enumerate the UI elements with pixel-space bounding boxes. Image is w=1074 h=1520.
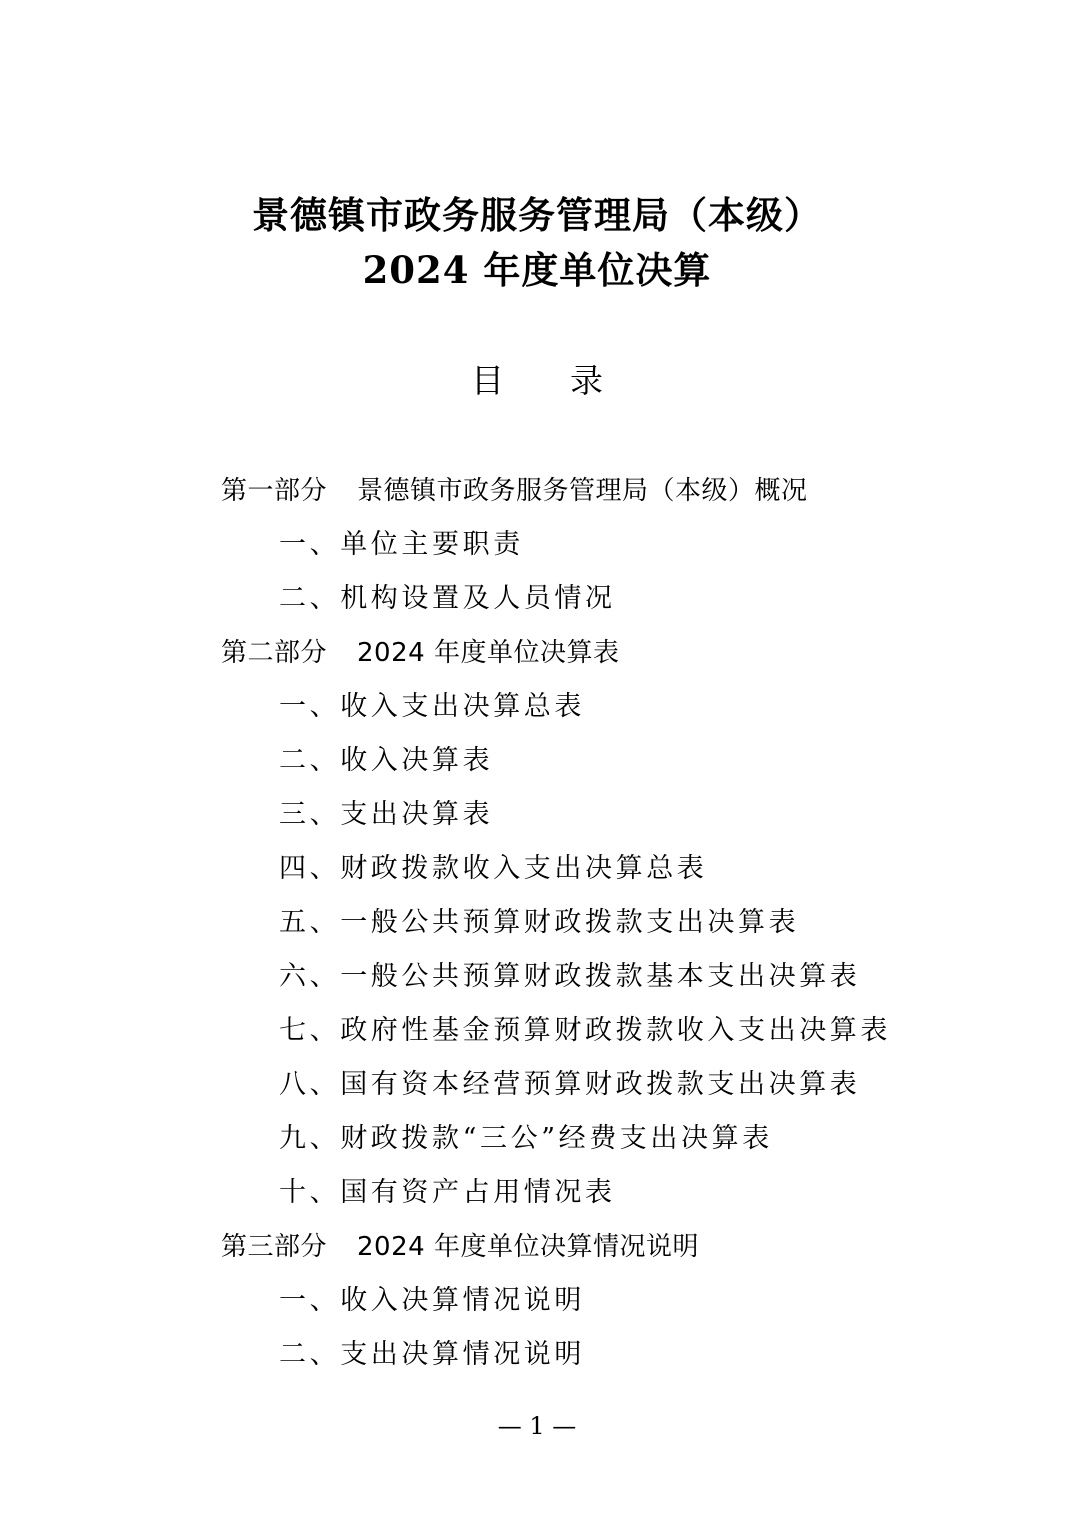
toc-item: 一、单位主要职责: [279, 529, 524, 560]
toc-part-1-title: 景德镇市政务服务管理局（本级）概况: [357, 476, 808, 506]
toc-part-3-label: 第三部分: [221, 1232, 328, 1262]
toc-part-2-label: 第二部分: [221, 638, 328, 668]
toc-heading: [0, 358, 1074, 404]
toc-item: 四、财政拨款收入支出决算总表: [279, 853, 708, 884]
toc-heading-char-2: 录: [570, 361, 603, 400]
toc-item: 九、财政拨款“三公”经费支出决算表: [279, 1123, 773, 1154]
toc-part-3: [221, 1228, 699, 1266]
toc-part-1: [221, 472, 808, 510]
document-title-line-2: 2024 年度单位决算: [362, 248, 712, 292]
toc-item: 二、机构设置及人员情况: [279, 583, 616, 614]
toc-item: 一、收入支出决算总表: [279, 691, 585, 722]
toc-item: 七、政府性基金预算财政拨款收入支出决算表: [279, 1015, 891, 1046]
toc-heading-char-1: 目: [471, 361, 504, 400]
toc-part-2-title: 2024 年度单位决算表: [357, 638, 620, 668]
toc-item: 六、一般公共预算财政拨款基本支出决算表: [279, 961, 861, 992]
toc-part-3-title: 2024 年度单位决算情况说明: [357, 1232, 699, 1262]
toc-item: 五、一般公共预算财政拨款支出决算表: [279, 907, 800, 938]
toc-item: 十、国有资产占用情况表: [279, 1177, 616, 1208]
toc-item: 一、收入决算情况说明: [279, 1285, 585, 1316]
document-title-line-1: 景德镇市政务服务管理局（本级）: [252, 193, 822, 237]
toc-item: 三、支出决算表: [279, 799, 494, 830]
page-number: — 1 —: [497, 1412, 577, 1440]
toc-item: 二、支出决算情况说明: [279, 1339, 585, 1370]
toc-part-2: [221, 634, 619, 672]
toc-item: 二、收入决算表: [279, 745, 494, 776]
toc-item: 八、国有资本经营预算财政拨款支出决算表: [279, 1069, 861, 1100]
toc-part-1-label: 第一部分: [221, 476, 328, 506]
